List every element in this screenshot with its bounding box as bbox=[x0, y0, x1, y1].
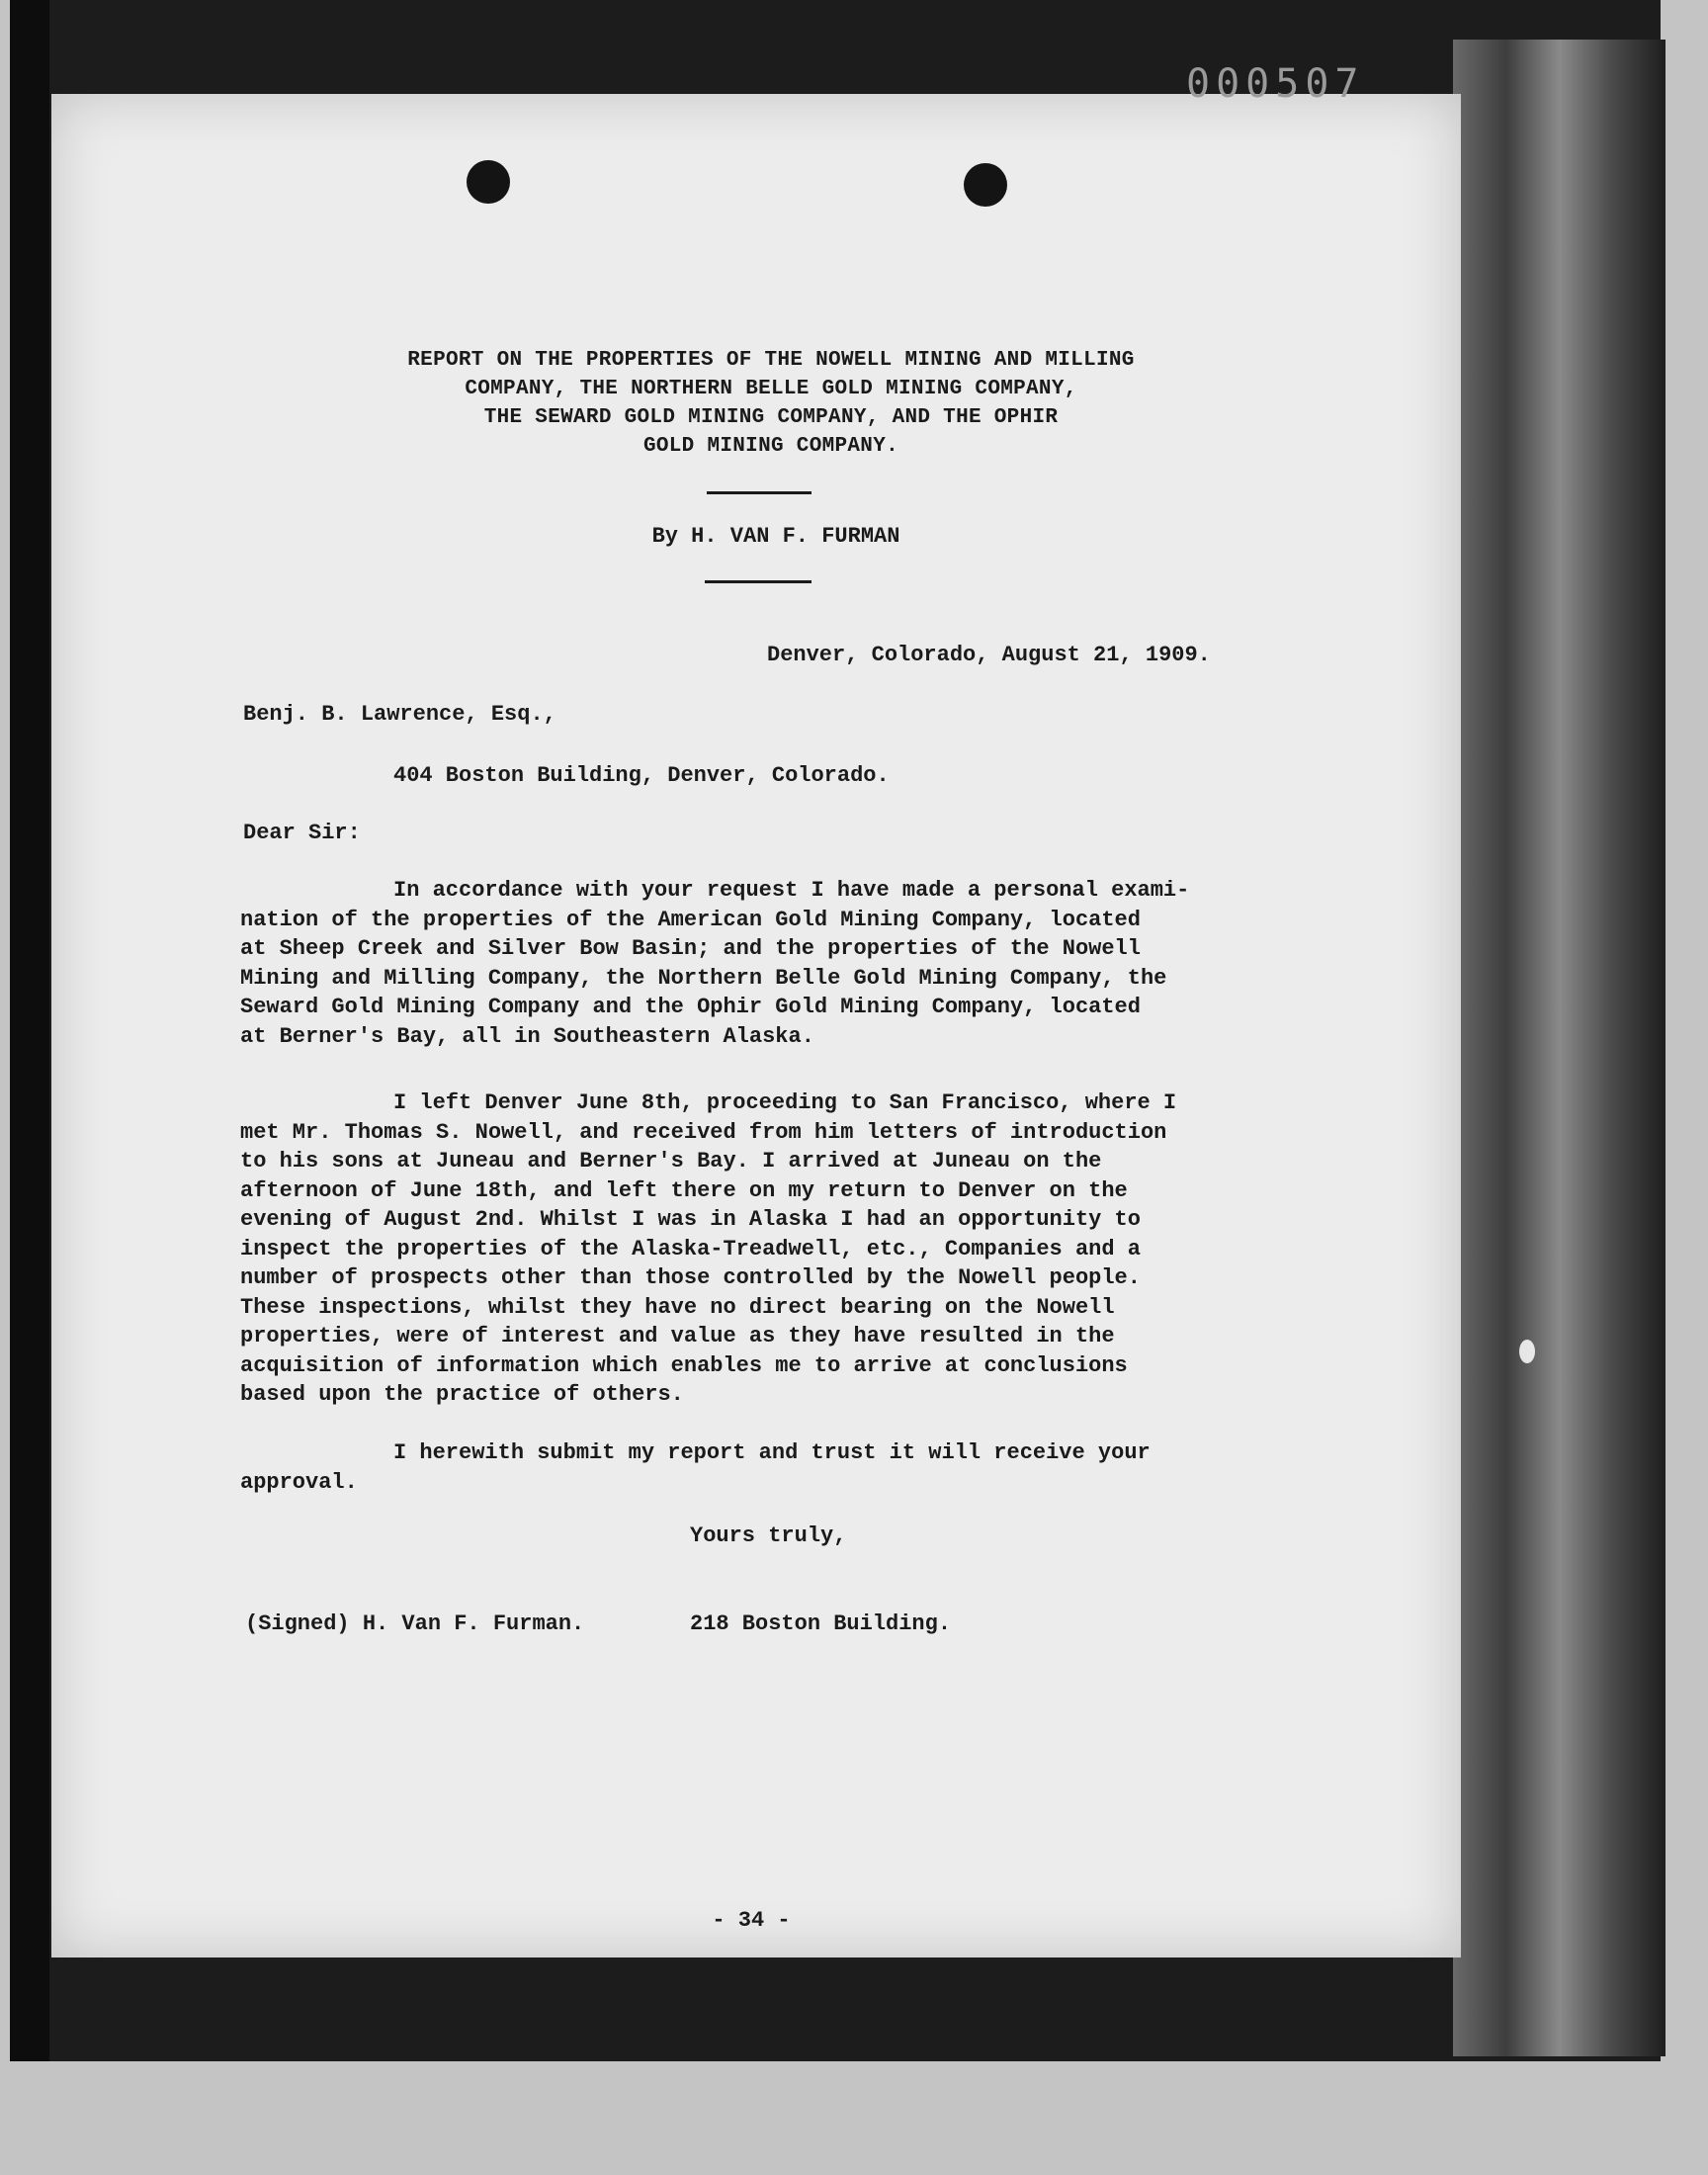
paragraph-line: at Sheep Creek and Silver Bow Basin; and the properties of the Nowell bbox=[240, 936, 1141, 961]
closing: Yours truly, bbox=[690, 1523, 847, 1548]
film-speck bbox=[1519, 1340, 1535, 1363]
paragraph-2 bbox=[240, 1088, 1313, 1410]
salutation: Dear Sir: bbox=[243, 821, 361, 845]
paragraph-line: In accordance with your request I have made a personal exami- bbox=[393, 878, 1190, 903]
frame-left-edge bbox=[10, 0, 49, 2061]
signature: (Signed) H. Van F. Furman. bbox=[245, 1611, 585, 1636]
author-byline: By H. VAN F. FURMAN bbox=[651, 524, 900, 549]
paragraph-line: properties, were of interest and value as they have resulted in the bbox=[240, 1324, 1115, 1348]
title-line: COMPANY, THE NORTHERN BELLE GOLD MINING COMPANY, bbox=[465, 378, 1077, 400]
recipient-address: 404 Boston Building, Denver, Colorado. bbox=[393, 763, 890, 788]
page-number: - 34 - bbox=[712, 1908, 791, 1933]
paragraph-line: Seward Gold Mining Company and the Ophir Gold Mining Company, located bbox=[240, 995, 1141, 1019]
paragraph-line: acquisition of information which enables me to arrive at conclusions bbox=[240, 1352, 1128, 1378]
title-rule-top bbox=[707, 491, 811, 494]
title-line: GOLD MINING COMPANY. bbox=[642, 435, 899, 458]
paragraph-line: I herewith submit my report and trust it will receive your bbox=[393, 1440, 1151, 1465]
paragraph-line: Mining and Milling Company, the Northern Belle Gold Mining Company, the bbox=[240, 965, 1167, 991]
punch-hole-right bbox=[964, 163, 1007, 207]
paragraph-3 bbox=[240, 1438, 1313, 1497]
report-title bbox=[326, 346, 1216, 461]
paragraph-line: I left Denver June 8th, proceeding to San Francisco, where I bbox=[393, 1090, 1177, 1115]
recipient-name: Benj. B. Lawrence, Esq., bbox=[243, 702, 556, 727]
paragraph-line: These inspections, whilst they have no direct bearing on the Nowell bbox=[240, 1294, 1115, 1320]
paragraph-line: based upon the practice of others. bbox=[240, 1382, 684, 1407]
title-rule-bottom bbox=[705, 580, 811, 583]
paragraph-line: to his sons at Juneau and Berner's Bay. I arrived at Juneau on the bbox=[240, 1149, 1102, 1174]
paragraph-line: evening of August 2nd. Whilst I was in Alaska I had an opportunity to bbox=[240, 1207, 1141, 1232]
paragraph-1 bbox=[240, 876, 1313, 1051]
paragraph-line: afternoon of June 18th, and left there on my return to Denver on the bbox=[240, 1177, 1128, 1203]
title-line: REPORT ON THE PROPERTIES OF THE NOWELL MINING AND MILLING bbox=[407, 349, 1135, 372]
archive-stamp-number: 000507 bbox=[1186, 61, 1365, 107]
paragraph-line: nation of the properties of the American Gold Mining Company, located bbox=[240, 907, 1141, 932]
dateline: Denver, Colorado, August 21, 1909. bbox=[767, 643, 1211, 667]
signature-address: 218 Boston Building. bbox=[690, 1611, 952, 1636]
punch-hole-left bbox=[467, 160, 510, 204]
paragraph-line: number of prospects other than those controlled by the Nowell people. bbox=[240, 1265, 1141, 1290]
paragraph-line: approval. bbox=[240, 1469, 358, 1495]
paragraph-line: at Berner's Bay, all in Southeastern Alaska. bbox=[240, 1023, 814, 1049]
paragraph-line: met Mr. Thomas S. Nowell, and received from him letters of introduction bbox=[240, 1119, 1167, 1145]
title-line: THE SEWARD GOLD MINING COMPANY, AND THE OPHIR bbox=[483, 406, 1059, 429]
page-edge-shadow bbox=[1453, 40, 1665, 2056]
paragraph-line: inspect the properties of the Alaska-Treadwell, etc., Companies and a bbox=[240, 1236, 1141, 1262]
